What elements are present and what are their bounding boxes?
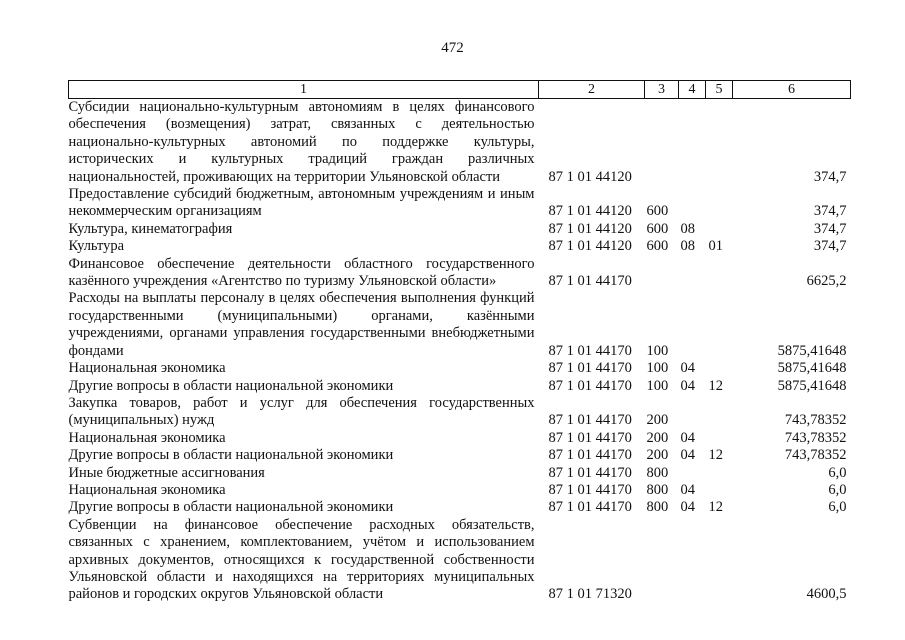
row-amount: 5875,41648 bbox=[777, 342, 847, 359]
header-col-4: 4 bbox=[679, 81, 706, 99]
row-expense-group bbox=[645, 517, 679, 604]
row-name: Предоставление субсидий бюджетным, автономным учреждениям и иным некоммерческим организациям bbox=[68, 186, 535, 220]
table-row bbox=[69, 378, 851, 395]
row-amount: 6,0 bbox=[828, 464, 847, 481]
row-target-code: 87 1 01 44170 bbox=[548, 412, 632, 429]
row-section bbox=[679, 186, 706, 221]
budget-table bbox=[68, 80, 851, 604]
row-section bbox=[679, 256, 706, 291]
row-amount: 743,78352 bbox=[784, 447, 847, 464]
row-section: 04 bbox=[680, 377, 695, 394]
row-expense-group bbox=[645, 256, 679, 291]
row-amount: 6625,2 bbox=[806, 273, 847, 290]
row-amount: 5875,41648 bbox=[777, 377, 847, 394]
row-target-code: 87 1 01 44170 bbox=[548, 499, 632, 516]
row-name: Субсидии национально-культурным автономиям в целях финансового обеспечения (возмещения) затрат, связанных с деятельностью национально-культурных автономий по поддержке культуры, исторических и культурных традиций граждан различных национальностей, проживающих на территории Ульяновской области bbox=[68, 99, 535, 185]
row-expense-group: 100 bbox=[646, 342, 669, 359]
header-col-1: 1 bbox=[69, 81, 539, 99]
page-number: 472 bbox=[441, 40, 464, 56]
table-row bbox=[69, 186, 851, 221]
row-amount: 374,7 bbox=[813, 203, 847, 220]
row-target-code: 87 1 01 44170 bbox=[548, 464, 632, 481]
row-subsection bbox=[706, 395, 733, 430]
row-subsection: 12 bbox=[708, 447, 723, 464]
row-section: 08 bbox=[680, 220, 695, 237]
budget-table-container bbox=[68, 80, 850, 604]
row-section bbox=[679, 290, 706, 360]
table-row bbox=[69, 482, 851, 499]
row-expense-group: 200 bbox=[646, 412, 669, 429]
row-amount: 374,7 bbox=[813, 238, 847, 255]
row-expense-group: 100 bbox=[646, 377, 669, 394]
table-row bbox=[69, 290, 851, 360]
row-target-code: 87 1 01 44120 bbox=[548, 203, 632, 220]
row-target-code: 87 1 01 44120 bbox=[548, 238, 632, 255]
header-row bbox=[69, 81, 851, 99]
header-col-3: 3 bbox=[645, 81, 679, 99]
row-expense-group: 200 bbox=[646, 447, 669, 464]
row-subsection bbox=[706, 465, 733, 482]
row-amount: 5875,41648 bbox=[777, 360, 847, 377]
table-row bbox=[69, 517, 851, 604]
row-expense-group: 600 bbox=[646, 238, 669, 255]
table-body bbox=[69, 99, 851, 604]
row-name: Субвенции на финансовое обеспечение расходных обязательств, связанных с хранением, комплектованием, учётом и использованием архивных документов, относящихся к государственной собственности Ульяновской области и находящихся на территориях муниципальных районов и городских округов Ульяновской области bbox=[68, 516, 535, 603]
row-name: Культура bbox=[68, 238, 125, 255]
row-name: Другие вопросы в области национальной экономики bbox=[68, 377, 394, 394]
header-col-6: 6 bbox=[733, 81, 851, 99]
row-target-code: 87 1 01 44170 bbox=[548, 342, 632, 359]
table-row bbox=[69, 238, 851, 255]
row-amount: 743,78352 bbox=[784, 429, 847, 446]
row-subsection: 01 bbox=[708, 238, 723, 255]
row-subsection bbox=[706, 256, 733, 291]
row-target-code: 87 1 01 44120 bbox=[548, 220, 632, 237]
row-amount: 374,7 bbox=[813, 220, 847, 237]
row-subsection bbox=[706, 221, 733, 238]
table-row bbox=[69, 395, 851, 430]
row-target-code: 87 1 01 44170 bbox=[548, 377, 632, 394]
row-target-code: 87 1 01 44120 bbox=[548, 168, 632, 185]
row-section: 04 bbox=[680, 481, 695, 498]
header-col-5: 5 bbox=[706, 81, 733, 99]
row-name: Финансовое обеспечение деятельности областного государственного казённого учреждения «Агентство по туризму Ульяновской области» bbox=[68, 255, 535, 290]
row-subsection: 12 bbox=[708, 377, 723, 394]
row-name: Культура, кинематография bbox=[68, 220, 233, 237]
row-amount: 374,7 bbox=[813, 168, 847, 185]
table-row bbox=[69, 499, 851, 516]
table-row bbox=[69, 99, 851, 187]
table-row bbox=[69, 447, 851, 464]
table-row bbox=[69, 360, 851, 377]
row-section bbox=[679, 517, 706, 604]
row-amount: 6,0 bbox=[828, 499, 847, 516]
row-subsection bbox=[706, 186, 733, 221]
row-section bbox=[679, 465, 706, 482]
row-section: 08 bbox=[680, 238, 695, 255]
row-expense-group: 800 bbox=[646, 464, 669, 481]
row-expense-group: 800 bbox=[646, 499, 669, 516]
row-subsection bbox=[706, 99, 733, 187]
row-section bbox=[679, 99, 706, 187]
row-section: 04 bbox=[680, 360, 695, 377]
row-name: Иные бюджетные ассигнования bbox=[68, 464, 265, 481]
row-name: Закупка товаров, работ и услуг для обеспечения государственных (муниципальных) нужд bbox=[68, 394, 535, 429]
row-name: Другие вопросы в области национальной экономики bbox=[68, 447, 394, 464]
table-header bbox=[69, 81, 851, 99]
row-expense-group: 100 bbox=[646, 360, 669, 377]
row-name: Национальная экономика bbox=[68, 429, 226, 446]
row-name: Расходы на выплаты персоналу в целях обеспечения выполнения функций государственными (муниципальными) органами, казёнными учреждениями, органами управления государственными внебюджетными фондами bbox=[68, 290, 535, 359]
row-expense-group: 200 bbox=[646, 429, 669, 446]
row-expense-group: 600 bbox=[646, 220, 669, 237]
row-target-code: 87 1 01 44170 bbox=[548, 429, 632, 446]
row-subsection bbox=[706, 360, 733, 377]
row-target-code: 87 1 01 44170 bbox=[548, 481, 632, 498]
row-subsection bbox=[706, 517, 733, 604]
row-target-code: 87 1 01 44170 bbox=[548, 360, 632, 377]
row-name: Другие вопросы в области национальной экономики bbox=[68, 499, 394, 516]
row-target-code: 87 1 01 44170 bbox=[548, 447, 632, 464]
row-expense-group: 800 bbox=[646, 481, 669, 498]
row-target-code: 87 1 01 44170 bbox=[548, 273, 632, 290]
table-row bbox=[69, 256, 851, 291]
header-col-2: 2 bbox=[539, 81, 645, 99]
row-subsection bbox=[706, 482, 733, 499]
row-name: Национальная экономика bbox=[68, 360, 226, 377]
table-row bbox=[69, 465, 851, 482]
row-amount: 4600,5 bbox=[806, 586, 847, 603]
row-subsection bbox=[706, 430, 733, 447]
table-row bbox=[69, 221, 851, 238]
row-name: Национальная экономика bbox=[68, 481, 226, 498]
row-expense-group: 600 bbox=[646, 203, 669, 220]
row-section bbox=[679, 395, 706, 430]
row-subsection: 12 bbox=[708, 499, 723, 516]
row-target-code: 87 1 01 71320 bbox=[548, 586, 632, 603]
row-section: 04 bbox=[680, 447, 695, 464]
row-expense-group bbox=[645, 99, 679, 187]
row-amount: 743,78352 bbox=[784, 412, 847, 429]
table-row bbox=[69, 430, 851, 447]
row-subsection bbox=[706, 290, 733, 360]
row-section: 04 bbox=[680, 499, 695, 516]
row-amount: 6,0 bbox=[828, 481, 847, 498]
row-section: 04 bbox=[680, 429, 695, 446]
